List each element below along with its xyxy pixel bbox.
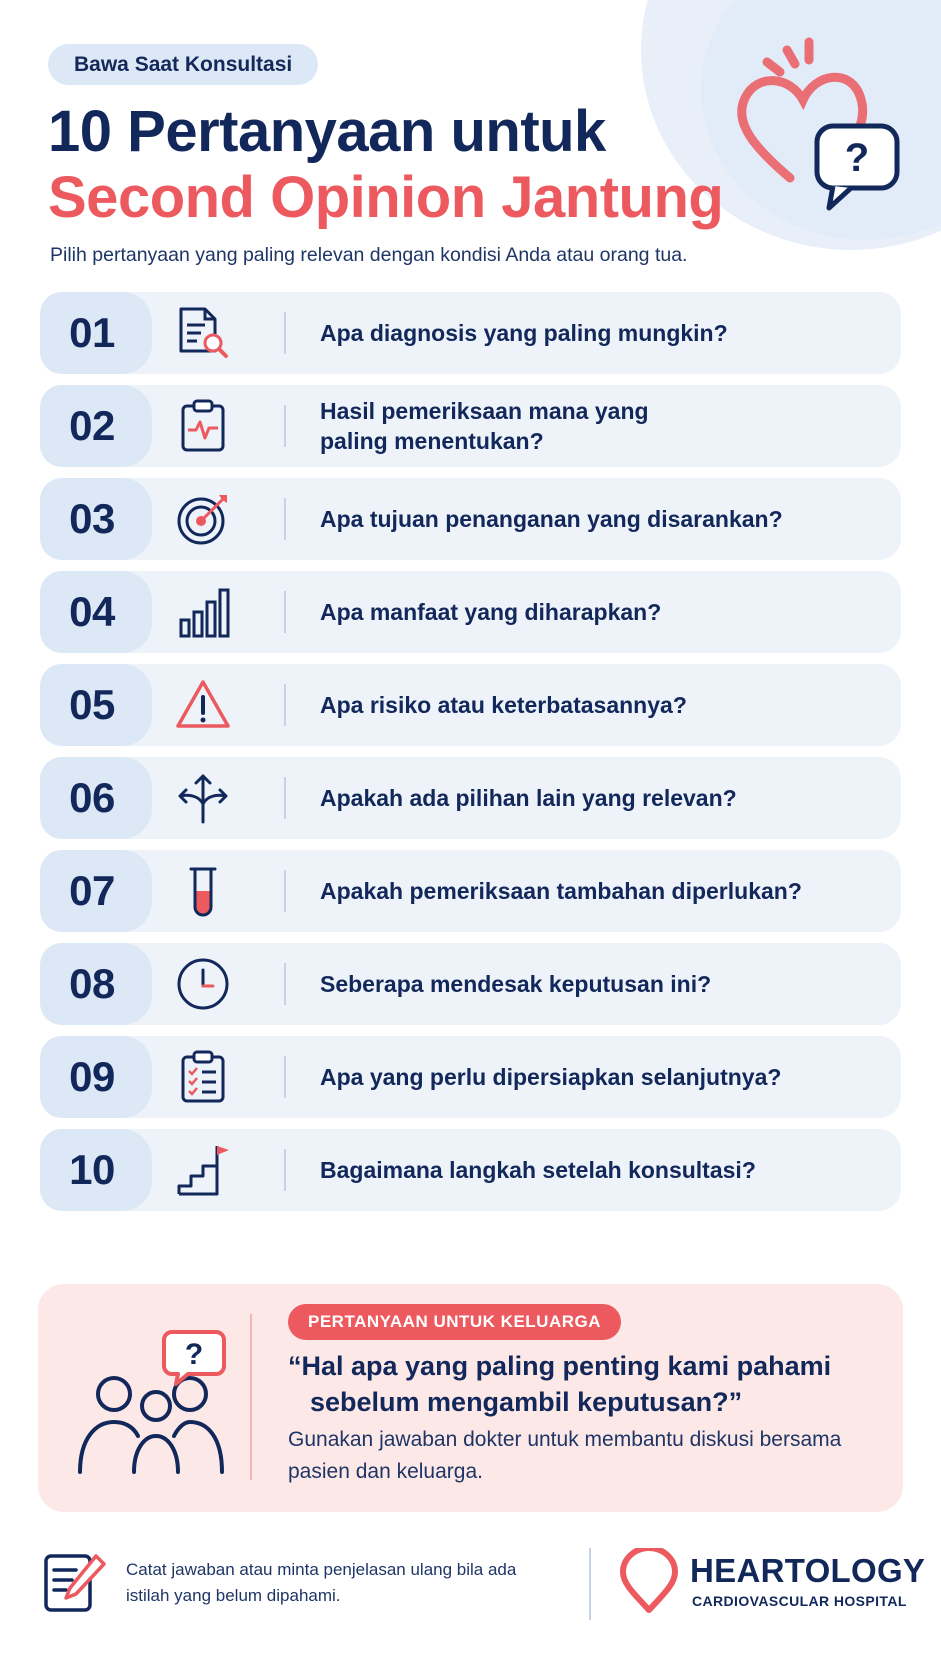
- clock-icon: [175, 956, 231, 1012]
- question-number: 04: [69, 588, 115, 635]
- question-number: 01: [69, 309, 115, 356]
- question-number: 09: [69, 1053, 115, 1100]
- question-row: [40, 385, 901, 467]
- family-question-card: [38, 1284, 903, 1512]
- subtitle: Pilih pertanyaan yang paling relevan dengan kondisi Anda atau orang tua.: [50, 244, 688, 266]
- family-quote-line-1: “Hal apa yang paling penting kami pahami: [288, 1351, 832, 1381]
- question-number: 03: [69, 495, 115, 542]
- row-divider: [284, 1056, 286, 1098]
- test-tube-icon: [175, 863, 231, 919]
- family-question-icon: [76, 1326, 226, 1476]
- row-divider: [284, 1149, 286, 1191]
- question-row: [40, 943, 901, 1025]
- question-text: Apa manfaat yang diharapkan?: [320, 599, 662, 625]
- warning-icon: [175, 677, 231, 733]
- question-number: 05: [69, 681, 115, 728]
- question-number: 08: [69, 960, 115, 1007]
- header-pill: Bawa Saat Konsultasi: [48, 44, 318, 85]
- header: [48, 44, 768, 231]
- checklist-icon: [175, 1049, 231, 1105]
- footer-divider: [589, 1548, 591, 1620]
- family-badge: PERTANYAAN UNTUK KELUARGA: [288, 1304, 621, 1340]
- row-divider: [284, 870, 286, 912]
- row-divider: [284, 498, 286, 540]
- svg-text:?: ?: [184, 1338, 204, 1371]
- family-quote-line-2: sebelum mengambil keputusan?”: [310, 1387, 743, 1417]
- question-text: Apakah pemeriksaan tambahan diperlukan?: [320, 878, 802, 904]
- question-row: [40, 757, 901, 839]
- target-icon: [175, 491, 231, 547]
- note-pencil-icon: [42, 1550, 108, 1616]
- question-text: Hasil pemeriksaan mana yang paling menentukan?: [320, 398, 649, 454]
- question-row: [40, 571, 901, 653]
- row-divider: [284, 591, 286, 633]
- row-divider: [284, 312, 286, 354]
- question-row: [40, 664, 901, 746]
- question-text: Seberapa mendesak keputusan ini?: [320, 971, 712, 997]
- row-divider: [284, 684, 286, 726]
- question-text: Apa diagnosis yang paling mungkin?: [320, 320, 728, 346]
- question-text: Apa risiko atau keterbatasannya?: [320, 692, 687, 718]
- bar-chart-icon: [175, 584, 231, 640]
- question-row: [40, 850, 901, 932]
- question-text: Bagaimana langkah setelah konsultasi?: [320, 1157, 756, 1183]
- brand-name: HEARTOLOGY: [690, 1552, 926, 1589]
- question-text: Apakah ada pilihan lain yang relevan?: [320, 785, 737, 811]
- question-row: [40, 478, 901, 560]
- question-number: 02: [69, 402, 115, 449]
- family-note: Gunakan jawaban dokter untuk membantu diskusi bersama pasien dan keluarga.: [288, 1428, 842, 1483]
- question-number: 07: [69, 867, 115, 914]
- split-arrows-icon: [175, 770, 231, 826]
- heartology-logo-icon: [620, 1548, 678, 1614]
- svg-text:?: ?: [844, 136, 870, 180]
- row-divider: [284, 405, 286, 447]
- title-line-1: 10 Pertanyaan untuk: [48, 99, 606, 164]
- document-search-icon: [175, 305, 231, 361]
- brand-subtitle: CARDIOVASCULAR HOSPITAL: [692, 1593, 907, 1609]
- family-divider: [250, 1314, 252, 1480]
- question-text: Apa yang perlu dipersiapkan selanjutnya?: [320, 1064, 782, 1090]
- stairs-flag-icon: [175, 1142, 231, 1198]
- clipboard-heartbeat-icon: [175, 398, 231, 454]
- title-line-2: Second Opinion Jantung: [48, 165, 724, 230]
- footer-note: Catat jawaban atau minta penjelasan ulang bila ada istilah yang belum dipahami.: [126, 1560, 517, 1605]
- question-row: [40, 1036, 901, 1118]
- question-row: [40, 1129, 901, 1211]
- row-divider: [284, 963, 286, 1005]
- question-row: [40, 292, 901, 374]
- question-number: 06: [69, 774, 115, 821]
- question-number: 10: [69, 1146, 115, 1193]
- question-text: Apa tujuan penanganan yang disarankan?: [320, 506, 783, 532]
- row-divider: [284, 777, 286, 819]
- family-quote: [288, 1348, 878, 1420]
